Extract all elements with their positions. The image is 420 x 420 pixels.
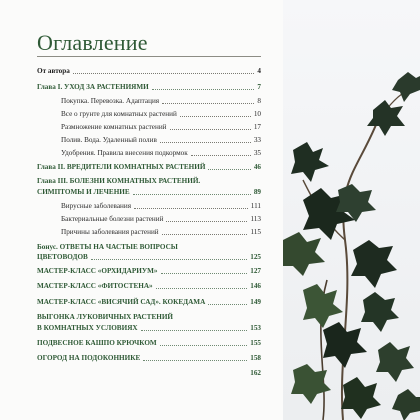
toc-entry[interactable]: [37, 369, 261, 378]
toc-entry-page: 7: [257, 83, 261, 91]
dot-leader: [162, 234, 248, 235]
toc-entry-page: 46: [253, 163, 261, 171]
toc-entry[interactable]: [37, 298, 261, 307]
toc-entry-page: 17: [253, 123, 261, 131]
dot-leader: [208, 169, 250, 170]
toc-entry[interactable]: [61, 149, 261, 158]
toc-entry-label: МАСТЕР-КЛАСС «ВИСЯЧИЙ САД». КОКЕДАМА: [37, 298, 206, 306]
dot-leader: [208, 304, 247, 305]
toc-entry-page: 10: [253, 110, 261, 118]
dot-leader: [162, 103, 254, 104]
toc-entry[interactable]: [37, 282, 261, 291]
toc-entry-page: 8: [257, 97, 261, 105]
toc-entry-page: 127: [250, 267, 261, 275]
toc-entry-page: 162: [250, 369, 261, 377]
dot-leader: [152, 89, 255, 90]
toc-entry-label-line1: ВЫГОНКА ЛУКОВИЧНЫХ РАСТЕНИЙ: [37, 313, 174, 321]
dot-leader: [156, 288, 248, 289]
plant-photo: [283, 0, 420, 420]
toc-entry-label: Покупка. Перевозка. Адаптация: [61, 97, 160, 105]
toc-entry-page: 146: [250, 282, 261, 290]
page-title: Оглавление: [37, 30, 148, 55]
toc-entry-label: Глава II. ВРЕДИТЕЛИ КОМНАТНЫХ РАСТЕНИЙ: [37, 163, 206, 171]
dot-leader: [73, 73, 255, 74]
toc-entry[interactable]: [61, 123, 261, 132]
dot-leader: [170, 129, 251, 130]
toc-entry-page: 149: [250, 298, 261, 306]
dot-leader: [133, 194, 251, 195]
toc-entry-label: МАСТЕР-КЛАСС «ФИТОСТЕНА»: [37, 282, 153, 290]
toc-entry-label: ПОДВЕСНОЕ КАШПО КРЮЧКОМ: [37, 339, 157, 347]
toc-entry-label: Причины заболевания растений: [61, 228, 159, 236]
toc-entry[interactable]: [61, 110, 261, 119]
toc-entry-page: 113: [250, 215, 261, 223]
dot-leader: [40, 375, 247, 376]
toc-entry-label: От автора: [37, 67, 70, 75]
toc-entry-label: ЦВЕТОВОДОВ: [37, 253, 88, 261]
toc-entry-label: Бактериальные болезни растений: [61, 215, 164, 223]
toc-entry[interactable]: [61, 97, 261, 106]
dot-leader: [143, 360, 247, 361]
toc-entry[interactable]: [37, 163, 261, 172]
toc-entry-page: 89: [253, 188, 261, 196]
plant-illustration: [283, 0, 420, 420]
toc-entry-label: Все о грунте для комнатных растений: [61, 110, 177, 118]
dot-leader: [160, 345, 248, 346]
dot-leader: [161, 273, 248, 274]
dot-leader: [191, 155, 251, 156]
toc-entry[interactable]: [37, 339, 261, 348]
dot-leader: [91, 259, 247, 260]
dot-leader: [166, 221, 247, 222]
toc-entry-page: 153: [250, 324, 261, 332]
toc-entry-label: В КОМНАТНЫХ УСЛОВИЯХ: [37, 324, 138, 332]
toc-entry[interactable]: [37, 267, 261, 276]
toc-entry-page: 125: [250, 253, 261, 261]
toc-entry-page: 33: [253, 136, 261, 144]
dot-leader: [160, 142, 251, 143]
toc-entry-page: 4: [257, 67, 261, 75]
dot-leader: [141, 330, 248, 331]
toc-entry-label: Вирусные заболевания: [61, 202, 132, 210]
toc-entry-label: СИМПТОМЫ И ЛЕЧЕНИЕ: [37, 188, 130, 196]
toc-entry[interactable]: [61, 202, 261, 211]
toc-entry[interactable]: [37, 324, 261, 333]
toc-entry-label: Размножение комнатных растений: [61, 123, 167, 131]
toc-entry[interactable]: [37, 253, 261, 262]
toc-entry[interactable]: [37, 188, 261, 197]
toc-entry-page: 115: [250, 228, 261, 236]
toc-entry-label: МАСТЕР-КЛАСС «ОРХИДАРИУМ»: [37, 267, 158, 275]
toc-entry-label: Полив. Вода. Удаленный полив: [61, 136, 157, 144]
toc-entry-page: 35: [253, 149, 261, 157]
toc-entry-page: 155: [250, 339, 261, 347]
dot-leader: [134, 208, 248, 209]
toc-entry[interactable]: [61, 136, 261, 145]
toc-entry-label-line1: Глава III. БОЛЕЗНИ КОМНАТНЫХ РАСТЕНИЙ.: [37, 177, 201, 185]
toc-entry[interactable]: [61, 228, 261, 237]
toc-entry[interactable]: [37, 67, 261, 76]
toc-entry-label-line1: Бонус. ОТВЕТЫ НА ЧАСТЫЕ ВОПРОСЫ: [37, 243, 178, 251]
toc-entry-label: Удобрения. Правила внесения подкормок: [61, 149, 188, 157]
toc-entry[interactable]: [37, 354, 261, 363]
toc-entry[interactable]: [37, 83, 261, 92]
toc-entry-page: 111: [250, 202, 261, 210]
toc-entry-page: 158: [250, 354, 261, 362]
toc-entry[interactable]: [61, 215, 261, 224]
dot-leader: [180, 116, 251, 117]
toc-entry-label: ОГОРОД НА ПОДОКОННИКЕ: [37, 354, 141, 362]
toc-entry-label: Глава I. УХОД ЗА РАСТЕНИЯМИ: [37, 83, 149, 91]
